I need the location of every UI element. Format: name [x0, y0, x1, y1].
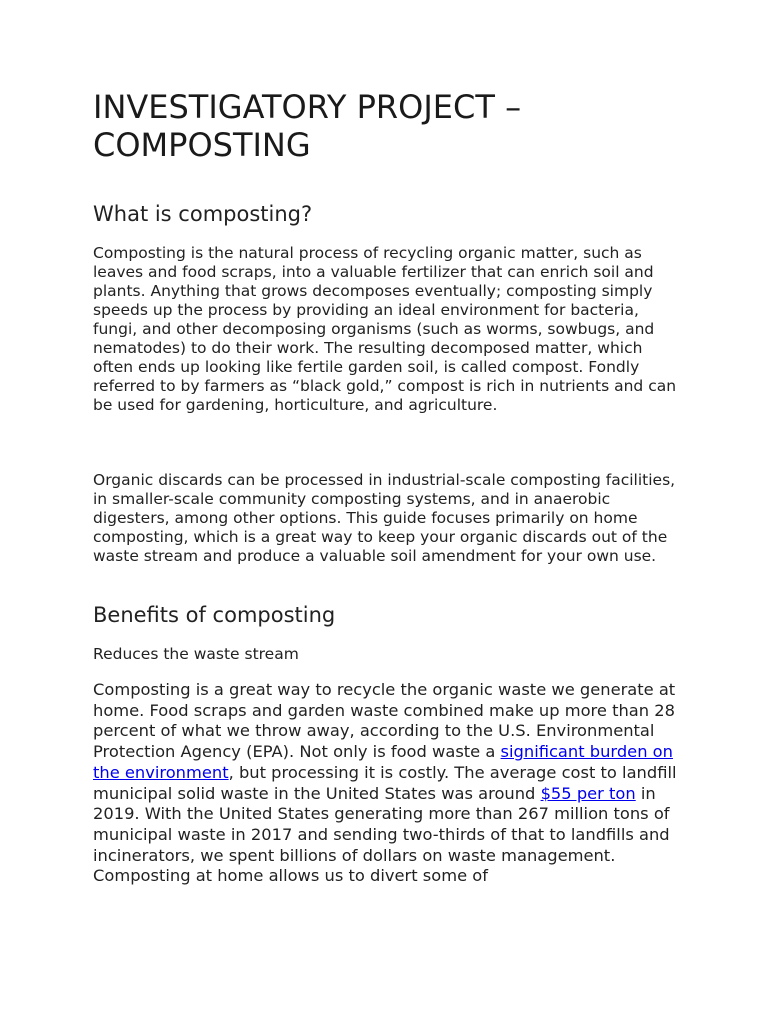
paragraph-text-part-3: in 2019. With the United States generating more than 267 million tons of municipal waste in 2017 and sending two-thirds of that to landfills and incinerators, we spent billions of dollars on waste management. Composting at home allows us to divert some of — [93, 783, 670, 886]
paragraph-text-part-1: Composting is a great way to recycle the organic waste we generate at home. Food scraps and garden waste combined make up more than 28 percent of what we throw away, according to the U.S. Environmental Protection Agency (EPA). Not only is food waste a — [93, 680, 676, 762]
link-55-per-ton[interactable]: $55 per ton — [540, 783, 636, 803]
subheading-reduces-waste: Reduces the waste stream — [93, 645, 299, 663]
paragraph-waste-stream — [93, 680, 683, 887]
section-heading-what-is-composting: What is composting? — [93, 202, 313, 226]
document-title: INVESTIGATORY PROJECT – COMPOSTING — [93, 88, 522, 164]
paragraph-composting-definition: Composting is the natural process of recycling organic matter, such as leaves and food scraps, into a valuable fertilizer that can enrich soil and plants. Anything that grows decomposes eventually; composting simply speeds up the process by providing an ideal environment for bacteria, fungi, and other decomposing organisms (such as worms, sowbugs, and nematodes) to do their work. The resulting decomposed matter, which often ends up looking like fertile garden soil, is called compost. Fondly referred to by farmers as “black gold,” compost is rich in nutrients and can be used for gardening, horticulture, and agriculture. — [93, 244, 677, 414]
paragraph-text-part-2: , but processing it is costly. The average cost to landfill municipal solid waste in the United States was around — [93, 762, 677, 803]
paragraph-organic-discards: Organic discards can be processed in industrial-scale composting facilities, in smaller-scale community composting systems, and in anaerobic digesters, among other options. This guide focuses primarily on home composting, which is a great way to keep your organic discards out of the waste stream and produce a valuable soil amendment for your own use. — [93, 471, 676, 565]
section-heading-benefits: Benefits of composting — [93, 603, 336, 627]
link-significant-burden[interactable]: significant burden on the environment — [93, 742, 673, 782]
